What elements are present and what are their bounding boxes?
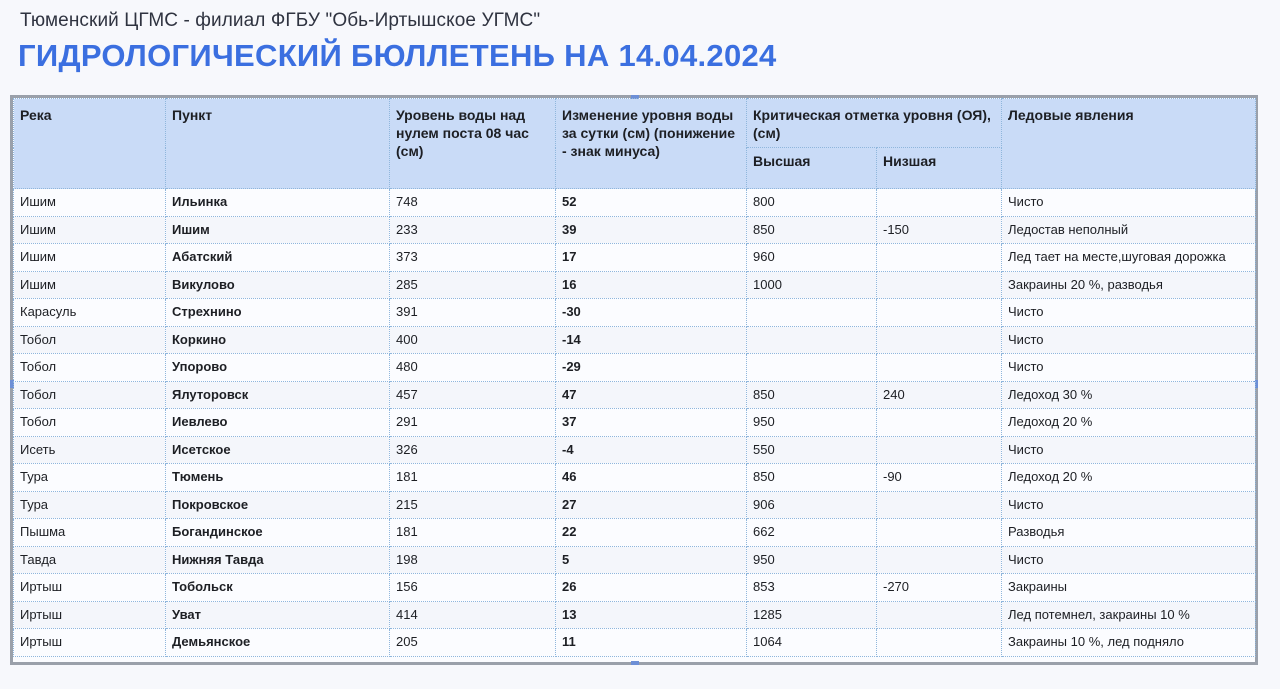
table-row [14,299,1256,327]
cell-ice[interactable]: Чисто [1002,189,1256,217]
cell-ice[interactable]: Лед потемнел, закраины 10 % [1002,601,1256,629]
cell-river[interactable]: Тобол [14,381,166,409]
cell-critical-high[interactable] [747,326,877,354]
col-header-ice: Ледовые явления [1002,99,1256,189]
cell-level[interactable]: 215 [390,491,556,519]
cell-river[interactable]: Ишим [14,271,166,299]
cell-critical-low[interactable] [877,299,1002,327]
cell-level[interactable]: 748 [390,189,556,217]
cell-river[interactable]: Тавда [14,546,166,574]
cell-critical-low[interactable] [877,546,1002,574]
cell-critical-high[interactable]: 950 [747,546,877,574]
table-row [14,629,1256,657]
cell-level[interactable]: 285 [390,271,556,299]
cell-change[interactable]: 39 [556,216,747,244]
bulletin-subtitle: Тюменский ЦГМС - филиал ФГБУ "Обь-Иртышское УГМС" [20,10,541,31]
col-header-change: Изменение уровня воды за сутки (см) (понижение - знак минуса) [556,99,747,189]
table-header-row [14,99,1256,148]
cell-critical-low[interactable] [877,354,1002,382]
cell-river[interactable]: Тура [14,491,166,519]
cell-change[interactable]: 47 [556,381,747,409]
cell-river[interactable]: Пышма [14,519,166,547]
cell-change[interactable]: 52 [556,189,747,217]
cell-point[interactable]: Упорово [166,354,390,382]
cell-river[interactable]: Тобол [14,409,166,437]
cell-point[interactable]: Викулово [166,271,390,299]
cell-critical-low[interactable] [877,491,1002,519]
cell-critical-high[interactable]: 1285 [747,601,877,629]
cell-level[interactable]: 326 [390,436,556,464]
cell-change[interactable]: 26 [556,574,747,602]
cell-level[interactable]: 373 [390,244,556,272]
cell-critical-high[interactable]: 662 [747,519,877,547]
bulletin-title: ГИДРОЛОГИЧЕСКИЙ БЮЛЛЕТЕНЬ НА 14.04.2024 [18,38,777,73]
cell-change[interactable]: -30 [556,299,747,327]
cell-river[interactable]: Тобол [14,326,166,354]
cell-change[interactable]: 46 [556,464,747,492]
table-row [14,189,1256,217]
cell-critical-high[interactable]: 906 [747,491,877,519]
cell-point[interactable]: Исетское [166,436,390,464]
cell-point[interactable]: Абатский [166,244,390,272]
cell-level[interactable]: 233 [390,216,556,244]
cell-change[interactable]: -4 [556,436,747,464]
cell-ice[interactable]: Закраины [1002,574,1256,602]
cell-ice[interactable]: Ледоход 20 % [1002,409,1256,437]
cell-change[interactable]: 16 [556,271,747,299]
cell-river[interactable]: Ишим [14,244,166,272]
cell-point[interactable]: Демьянское [166,629,390,657]
cell-level[interactable]: 414 [390,601,556,629]
table-row [14,601,1256,629]
cell-critical-high[interactable]: 1000 [747,271,877,299]
cell-change[interactable]: -14 [556,326,747,354]
cell-river[interactable]: Ишим [14,216,166,244]
cell-level[interactable]: 181 [390,464,556,492]
cell-critical-low[interactable] [877,244,1002,272]
cell-level[interactable]: 391 [390,299,556,327]
cell-point[interactable]: Богандинское [166,519,390,547]
cell-critical-high[interactable]: 1064 [747,629,877,657]
cell-point[interactable]: Коркино [166,326,390,354]
cell-point[interactable]: Нижняя Тавда [166,546,390,574]
cell-change[interactable]: 11 [556,629,747,657]
cell-ice[interactable]: Чисто [1002,299,1256,327]
col-header-river: Река [14,99,166,189]
cell-level[interactable]: 205 [390,629,556,657]
cell-critical-low[interactable] [877,409,1002,437]
cell-ice[interactable]: Чисто [1002,354,1256,382]
cell-critical-high[interactable]: 800 [747,189,877,217]
cell-critical-low[interactable] [877,436,1002,464]
cell-critical-high[interactable]: 853 [747,574,877,602]
cell-level[interactable]: 156 [390,574,556,602]
cell-critical-low[interactable]: -150 [877,216,1002,244]
table-row [14,409,1256,437]
cell-level[interactable]: 480 [390,354,556,382]
cell-critical-high[interactable] [747,299,877,327]
cell-ice[interactable]: Чисто [1002,436,1256,464]
hydrology-table [13,98,1256,657]
cell-river[interactable]: Карасуль [14,299,166,327]
cell-change[interactable]: -29 [556,354,747,382]
cell-critical-low[interactable]: -90 [877,464,1002,492]
cell-ice[interactable]: Закраины 10 %, лед подняло [1002,629,1256,657]
cell-critical-high[interactable] [747,354,877,382]
col-header-level: Уровень воды над нулем поста 08 час (см) [390,99,556,189]
cell-ice[interactable]: Закраины 20 %, разводья [1002,271,1256,299]
cell-ice[interactable]: Чисто [1002,546,1256,574]
cell-change[interactable]: 27 [556,491,747,519]
cell-critical-low[interactable] [877,601,1002,629]
cell-point[interactable]: Тобольск [166,574,390,602]
cell-river[interactable]: Тура [14,464,166,492]
cell-change[interactable]: 13 [556,601,747,629]
cell-river[interactable]: Иртыш [14,629,166,657]
cell-level[interactable]: 291 [390,409,556,437]
cell-critical-high[interactable]: 550 [747,436,877,464]
table-row [14,491,1256,519]
table-row [14,271,1256,299]
cell-river[interactable]: Иртыш [14,574,166,602]
table-row [14,381,1256,409]
cell-ice[interactable]: Лед тает на месте,шуговая дорожка [1002,244,1256,272]
table-row [14,519,1256,547]
table-row [14,244,1256,272]
table-row [14,326,1256,354]
cell-river[interactable]: Иртыш [14,601,166,629]
cell-critical-high[interactable]: 850 [747,216,877,244]
cell-point[interactable]: Иевлево [166,409,390,437]
cell-critical-high[interactable]: 850 [747,464,877,492]
col-header-point: Пункт [166,99,390,189]
cell-critical-low[interactable] [877,629,1002,657]
cell-river[interactable]: Исеть [14,436,166,464]
cell-level[interactable]: 400 [390,326,556,354]
resize-handle-bottom[interactable] [631,661,639,665]
cell-critical-low[interactable] [877,519,1002,547]
cell-river[interactable]: Тобол [14,354,166,382]
cell-critical-low[interactable] [877,271,1002,299]
col-header-critical-high: Высшая [747,148,877,189]
cell-critical-low[interactable] [877,326,1002,354]
cell-ice[interactable]: Чисто [1002,326,1256,354]
cell-point[interactable]: Ишим [166,216,390,244]
table-row [14,436,1256,464]
cell-river[interactable]: Ишим [14,189,166,217]
cell-point[interactable]: Ильинка [166,189,390,217]
cell-change[interactable]: 5 [556,546,747,574]
col-header-critical: Критическая отметка уровня (ОЯ), (см) [747,99,1002,148]
cell-critical-high[interactable]: 960 [747,244,877,272]
cell-change[interactable]: 17 [556,244,747,272]
cell-critical-low[interactable] [877,189,1002,217]
table-row [14,354,1256,382]
cell-level[interactable]: 198 [390,546,556,574]
cell-point[interactable]: Ялуторовск [166,381,390,409]
table-row [14,216,1256,244]
cell-critical-low[interactable]: 240 [877,381,1002,409]
cell-point[interactable]: Тюмень [166,464,390,492]
cell-point[interactable]: Уват [166,601,390,629]
cell-change[interactable]: 37 [556,409,747,437]
table-row [14,546,1256,574]
cell-critical-high[interactable]: 850 [747,381,877,409]
cell-level[interactable]: 181 [390,519,556,547]
cell-ice[interactable]: Ледоход 20 % [1002,464,1256,492]
col-header-critical-low: Низшая [877,148,1002,189]
cell-ice[interactable]: Чисто [1002,491,1256,519]
cell-critical-high[interactable]: 950 [747,409,877,437]
cell-point[interactable]: Покровское [166,491,390,519]
cell-ice[interactable]: Ледоход 30 % [1002,381,1256,409]
cell-critical-low[interactable]: -270 [877,574,1002,602]
cell-level[interactable]: 457 [390,381,556,409]
table-row [14,464,1256,492]
cell-point[interactable]: Стрехнино [166,299,390,327]
table-frame[interactable] [10,95,1258,665]
cell-ice[interactable]: Ледостав неполный [1002,216,1256,244]
table-row [14,574,1256,602]
cell-ice[interactable]: Разводья [1002,519,1256,547]
cell-change[interactable]: 22 [556,519,747,547]
